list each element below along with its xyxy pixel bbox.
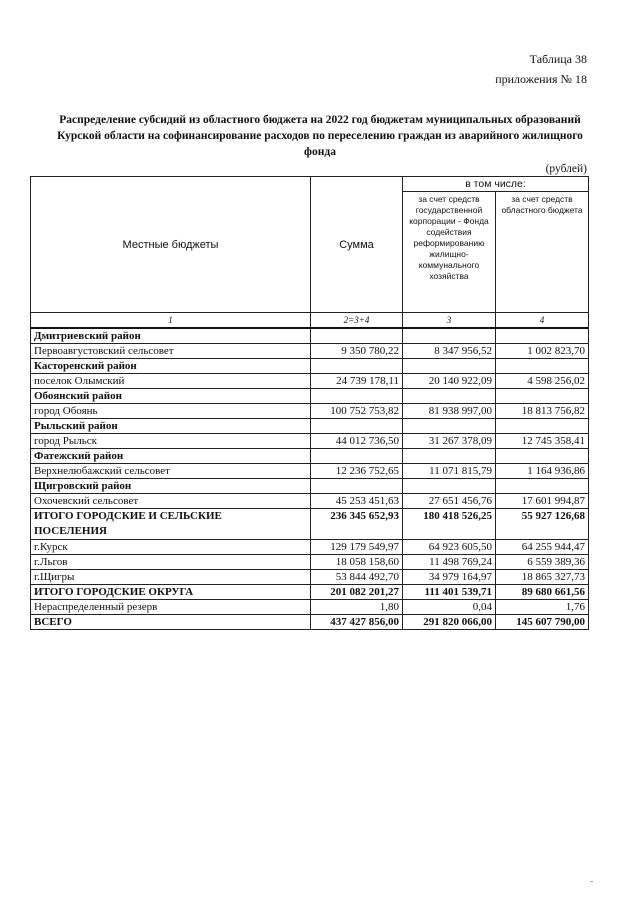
sum-value: 1,80: [311, 600, 403, 615]
empty-cell: [403, 328, 496, 344]
header-row: [31, 177, 589, 192]
empty-cell: [311, 449, 403, 464]
table-row: [31, 404, 589, 419]
table-row: [31, 540, 589, 555]
table-row: [31, 389, 589, 404]
table-row: [31, 509, 589, 540]
municipality-name: Верхнелюбажский сельсовет: [31, 464, 311, 479]
empty-cell: [311, 419, 403, 434]
empty-cell: [311, 479, 403, 494]
fund-value: 8 347 956,52: [403, 344, 496, 359]
empty-cell: [311, 359, 403, 374]
regional-value: 89 680 661,56: [496, 585, 589, 600]
table-row: [31, 449, 589, 464]
empty-cell: [311, 328, 403, 344]
district-name: Щигровский район: [31, 479, 311, 494]
sum-value: 18 058 158,60: [311, 555, 403, 570]
sum-value: 201 082 201,27: [311, 585, 403, 600]
table-row: [31, 494, 589, 509]
municipality-name: Охочевский сельсовет: [31, 494, 311, 509]
fund-value: 111 401 539,71: [403, 585, 496, 600]
total-label: ИТОГО ГОРОДСКИЕ ОКРУГА: [31, 585, 311, 600]
empty-cell: [496, 328, 589, 344]
col-header-sum: Сумма: [311, 177, 403, 313]
table-row: [31, 434, 589, 449]
table-row: [31, 464, 589, 479]
col-header-including: в том числе:: [403, 177, 589, 192]
regional-value: 64 255 944,47: [496, 540, 589, 555]
total-label: [31, 509, 311, 540]
municipality-name: город Обоянь: [31, 404, 311, 419]
sum-value: 53 844 492,70: [311, 570, 403, 585]
fund-value: 180 418 526,25: [403, 509, 496, 540]
col-header-local: Местные бюджеты: [31, 177, 311, 313]
empty-cell: [403, 419, 496, 434]
index-2: 2=3+4: [311, 313, 403, 329]
municipality-name: Первоавгустовский сельсовет: [31, 344, 311, 359]
regional-value: 18 865 327,73: [496, 570, 589, 585]
regional-value: 12 745 358,41: [496, 434, 589, 449]
table-row: [31, 374, 589, 389]
table-row: [31, 344, 589, 359]
table-row: [31, 585, 589, 600]
fund-value: 31 267 378,09: [403, 434, 496, 449]
fund-value: 11 498 769,24: [403, 555, 496, 570]
sum-value: 12 236 752,65: [311, 464, 403, 479]
empty-cell: [311, 389, 403, 404]
regional-value: 18 813 756,82: [496, 404, 589, 419]
regional-value: 1 164 936,86: [496, 464, 589, 479]
regional-value: 1 002 823,70: [496, 344, 589, 359]
municipality-name: поселок Олымский: [31, 374, 311, 389]
empty-cell: [496, 389, 589, 404]
empty-cell: [403, 359, 496, 374]
empty-cell: [496, 479, 589, 494]
empty-cell: [403, 479, 496, 494]
municipality-name: г.Льгов: [31, 555, 311, 570]
municipality-name: г.Щигры: [31, 570, 311, 585]
sum-value: 9 350 780,22: [311, 344, 403, 359]
col-header-fund: за счет средств государственной корпорации - Фонда содействия реформированию жилищно-коммунального хозяйства: [403, 192, 496, 313]
district-name: Рыльский район: [31, 419, 311, 434]
fund-value: 34 979 164,97: [403, 570, 496, 585]
sum-value: 44 012 736,50: [311, 434, 403, 449]
table-row: [31, 570, 589, 585]
district-name: Фатежский район: [31, 449, 311, 464]
index-row: [31, 313, 589, 329]
document-title: Распределение субсидий из областного бюджета на 2022 год бюджетам муниципальных образований Курской области на софинансирование расходов по переселению граждан из аварийного жилищного фонда: [57, 114, 583, 158]
empty-cell: [496, 449, 589, 464]
district-name: Дмитриевский район: [31, 328, 311, 344]
sum-value: 100 752 753,82: [311, 404, 403, 419]
appendix-number: приложения № 18: [495, 72, 587, 86]
fund-value: 81 938 997,00: [403, 404, 496, 419]
table-row: [31, 359, 589, 374]
table-row: [31, 555, 589, 570]
fund-value: 11 071 815,79: [403, 464, 496, 479]
empty-cell: [496, 419, 589, 434]
col-header-regional: за счет средств областного бюджета: [496, 192, 589, 313]
page-mark: -: [590, 876, 594, 887]
fund-value: 27 651 456,76: [403, 494, 496, 509]
sum-value: 24 739 178,11: [311, 374, 403, 389]
regional-value: 145 607 790,00: [496, 615, 589, 630]
regional-value: 17 601 994,87: [496, 494, 589, 509]
table-row: [31, 615, 589, 630]
regional-value: 1,76: [496, 600, 589, 615]
regional-value: 4 598 256,02: [496, 374, 589, 389]
index-1: 1: [31, 313, 311, 329]
municipality-name: г.Курск: [31, 540, 311, 555]
total-label-line1: ИТОГО ГОРОДСКИЕ И СЕЛЬСКИЕ: [34, 510, 222, 522]
sum-value: 236 345 652,93: [311, 509, 403, 540]
sum-value: 129 179 549,97: [311, 540, 403, 555]
index-3: 3: [403, 313, 496, 329]
district-name: Обоянский район: [31, 389, 311, 404]
fund-value: 64 923 605,50: [403, 540, 496, 555]
subsidy-table: [30, 176, 589, 630]
table-row: [31, 479, 589, 494]
fund-value: 20 140 922,09: [403, 374, 496, 389]
table-row: [31, 328, 589, 344]
sum-value: 437 427 856,00: [311, 615, 403, 630]
empty-cell: [496, 359, 589, 374]
total-label-line2: ПОСЕЛЕНИЯ: [34, 525, 107, 537]
municipality-name: город Рыльск: [31, 434, 311, 449]
empty-cell: [403, 449, 496, 464]
table-number: Таблица 38: [529, 52, 587, 66]
unit-label: (рублей): [545, 163, 587, 175]
district-name: Касторенский район: [31, 359, 311, 374]
empty-cell: [403, 389, 496, 404]
total-label: ВСЕГО: [31, 615, 311, 630]
table-row: [31, 600, 589, 615]
index-4: 4: [496, 313, 589, 329]
municipality-name: Нераспределенный резерв: [31, 600, 311, 615]
table-row: [31, 419, 589, 434]
sum-value: 45 253 451,63: [311, 494, 403, 509]
regional-value: 6 559 389,36: [496, 555, 589, 570]
fund-value: 0,04: [403, 600, 496, 615]
regional-value: 55 927 126,68: [496, 509, 589, 540]
fund-value: 291 820 066,00: [403, 615, 496, 630]
